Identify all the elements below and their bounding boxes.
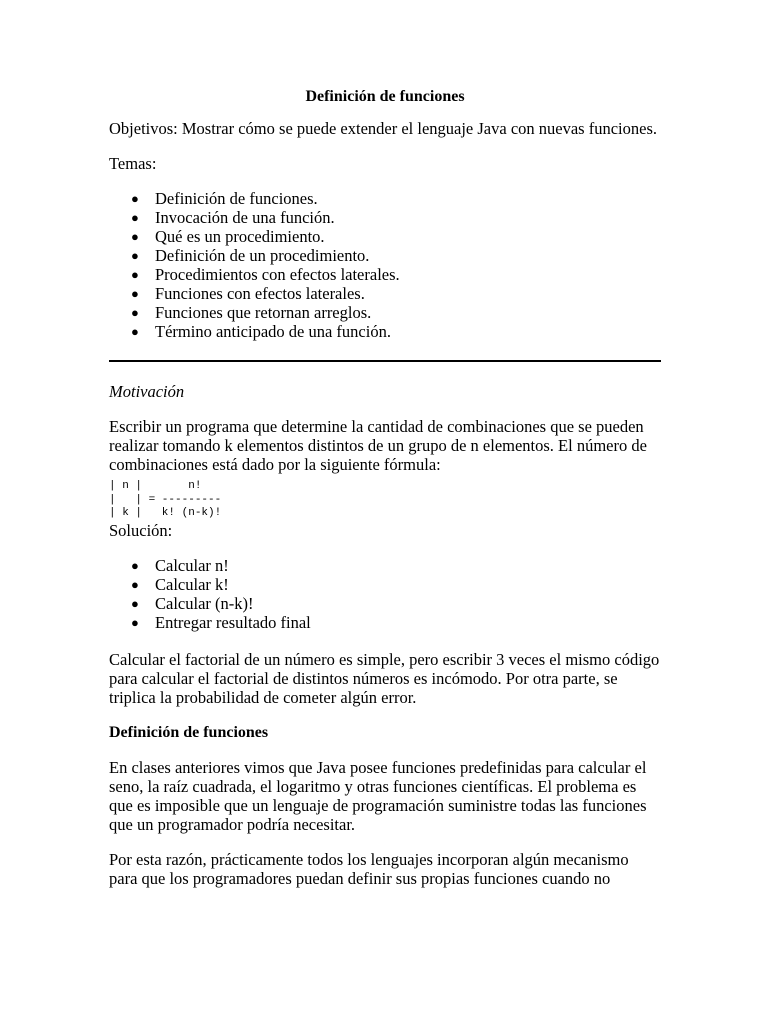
- bullet-icon: ●: [131, 191, 139, 206]
- topic-text: Qué es un procedimiento.: [155, 227, 325, 246]
- bullet-icon: ●: [131, 614, 139, 630]
- horizontal-divider: [109, 360, 661, 362]
- bullet-icon: ●: [131, 305, 139, 320]
- topics-list: [109, 189, 661, 341]
- definition-heading: Definición de funciones: [109, 723, 269, 741]
- list-item: [131, 303, 661, 322]
- motivation-heading: Motivación: [109, 382, 185, 401]
- document-title: Definición de funciones: [305, 88, 465, 105]
- bullet-icon: ●: [131, 557, 139, 573]
- list-item: [131, 246, 661, 265]
- solution-step: Entregar resultado final: [155, 612, 311, 632]
- list-item: [131, 593, 661, 613]
- bullet-icon: ●: [131, 267, 139, 282]
- solution-step: Calcular k!: [155, 574, 229, 594]
- solution-step: Calcular n!: [155, 555, 229, 575]
- list-item: [131, 555, 661, 575]
- topic-text: Invocación de una función.: [155, 208, 335, 227]
- topic-text: Procedimientos con efectos laterales.: [155, 265, 400, 284]
- combination-formula: [109, 480, 661, 521]
- topic-text: Definición de funciones.: [155, 189, 318, 208]
- formula-line: | | = ---------: [109, 493, 222, 506]
- list-item: [131, 612, 661, 632]
- topic-text: Término anticipado de una función.: [155, 322, 391, 341]
- bullet-icon: ●: [131, 286, 139, 301]
- bullet-icon: ●: [131, 324, 139, 339]
- list-item: [131, 208, 661, 227]
- definition-paragraph-2: Por esta razón, prácticamente todos los lenguajes incorporan algún mecanismo para que los programadores puedan definir sus propias funciones cuando no: [109, 849, 629, 888]
- topic-text: Definición de un procedimiento.: [155, 246, 370, 265]
- formula-line: | k | k! (n-k)!: [109, 507, 222, 519]
- list-item: [131, 322, 661, 341]
- bullet-icon: ●: [131, 229, 139, 244]
- motivation-paragraph: Escribir un programa que determine la cantidad de combinaciones que se pueden realizar tomando k elementos distintos de un grupo de n elementos. El número de combinaciones está dado por la siguiente fórmula:: [109, 417, 647, 474]
- list-item: [131, 574, 661, 594]
- document-content: [109, 87, 661, 904]
- solution-list: [109, 556, 661, 632]
- definition-paragraph-1: En clases anteriores vimos que Java posee funciones predefinidas para calcular el seno, la raíz cuadrada, el logaritmo y otras funciones científicas. El problema es que es imposible que un lenguaje de programación suministre todas las funciones que un programador podría necesitar.: [109, 757, 647, 834]
- formula-line: | n | n!: [109, 480, 202, 492]
- solution-step: Calcular (n-k)!: [155, 593, 254, 613]
- topic-text: Funciones con efectos laterales.: [155, 284, 365, 303]
- list-item: [131, 189, 661, 208]
- bullet-icon: ●: [131, 210, 139, 225]
- factorial-paragraph: Calcular el factorial de un número es simple, pero escribir 3 veces el mismo código para calcular el factorial de distintos números es incómodo. Por otra parte, se triplica la probabilidad de cometer algún error.: [109, 649, 660, 707]
- bullet-icon: ●: [131, 576, 139, 592]
- list-item: [131, 227, 661, 246]
- topics-label: Temas:: [109, 154, 157, 173]
- solution-label: Solución:: [109, 520, 173, 540]
- objectives-paragraph: Objetivos: Mostrar cómo se puede extender el lenguaje Java con nuevas funciones.: [109, 119, 657, 138]
- list-item: [131, 265, 661, 284]
- bullet-icon: ●: [131, 595, 139, 611]
- topic-text: Funciones que retornan arreglos.: [155, 303, 372, 322]
- list-item: [131, 284, 661, 303]
- bullet-icon: ●: [131, 248, 139, 263]
